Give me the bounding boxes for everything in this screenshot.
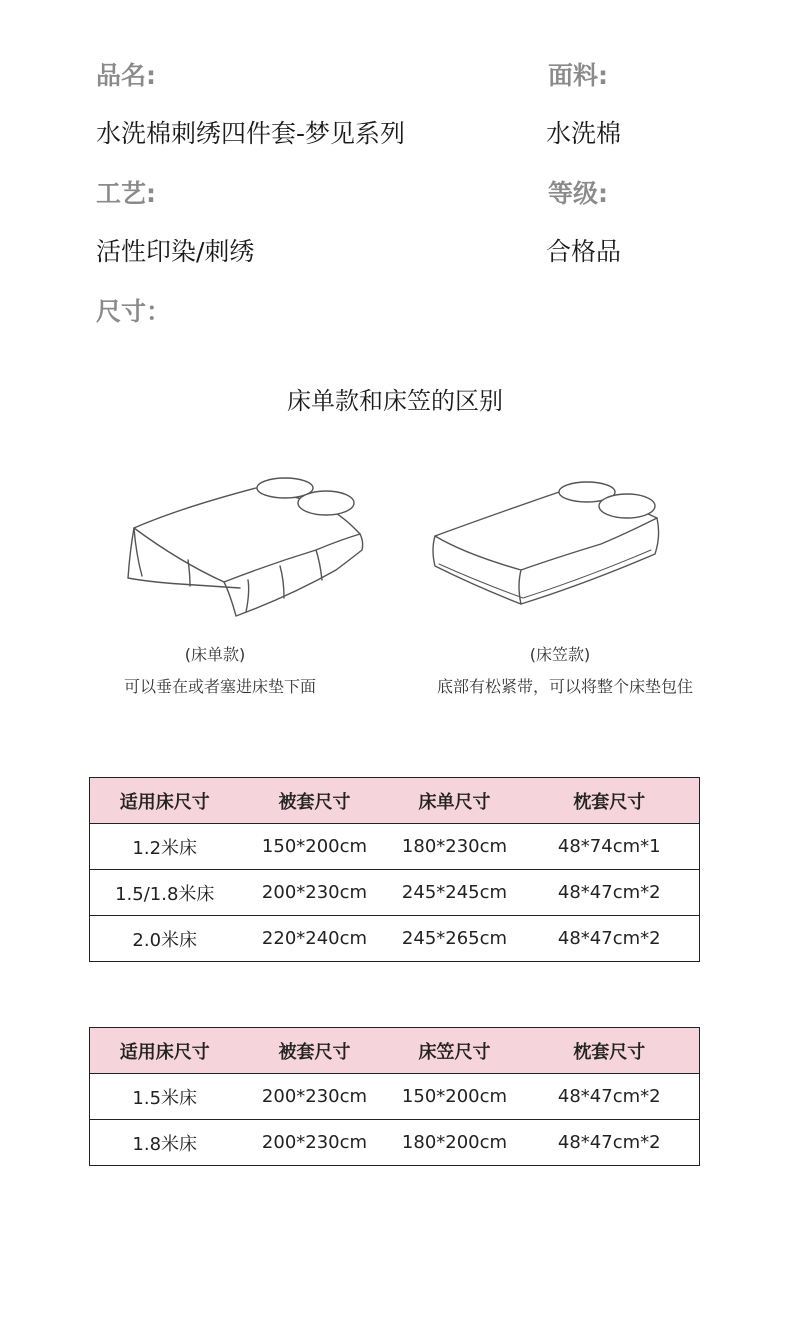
size-label: 尺寸： <box>96 297 172 326</box>
table-row <box>90 870 700 916</box>
table-header-row <box>90 778 700 824</box>
comparison-title: 床单款和床笠的区别 <box>287 387 503 415</box>
table-cell: 2.0米床 <box>90 916 240 962</box>
fitted-sheet-name: (床笠款) <box>529 645 591 664</box>
craft-value: 活性印染/刺绣 <box>96 237 255 266</box>
header-pillowcase-size: 枕套尺寸 <box>520 1028 700 1074</box>
table-cell: 200*230cm <box>240 870 390 916</box>
header-pillowcase-size: 枕套尺寸 <box>520 778 700 824</box>
table-cell: 180*230cm <box>390 824 520 870</box>
table-cell: 48*47cm*2 <box>520 916 700 962</box>
header-duvet-size: 被套尺寸 <box>240 1028 390 1074</box>
fitted-sheet-size-table <box>89 1027 700 1166</box>
table-cell: 200*230cm <box>240 1074 390 1120</box>
table-cell: 245*245cm <box>390 870 520 916</box>
header-bed-size: 适用床尺寸 <box>90 1028 240 1074</box>
table-row <box>90 1074 700 1120</box>
table-cell: 220*240cm <box>240 916 390 962</box>
table-cell: 150*200cm <box>390 1074 520 1120</box>
flat-sheet-bed-illustration <box>120 470 380 620</box>
table-cell: 48*74cm*1 <box>520 824 700 870</box>
fabric-label: 面料: <box>548 61 608 90</box>
product-name-value: 水洗棉刺绣四件套-梦见系列 <box>96 119 406 148</box>
table-row <box>90 824 700 870</box>
table-cell: 48*47cm*2 <box>520 1120 700 1166</box>
fabric-value: 水洗棉 <box>546 119 622 148</box>
table-cell: 1.5/1.8米床 <box>90 870 240 916</box>
table-cell: 150*200cm <box>240 824 390 870</box>
table-cell: 200*230cm <box>240 1120 390 1166</box>
grade-label: 等级: <box>548 179 608 208</box>
table-row <box>90 916 700 962</box>
craft-label: 工艺: <box>96 179 156 208</box>
header-fitted-sheet-size: 床笠尺寸 <box>390 1028 520 1074</box>
grade-value: 合格品 <box>546 237 622 266</box>
table-cell: 180*200cm <box>390 1120 520 1166</box>
flat-sheet-description: 可以垂在或者塞进床垫下面 <box>123 677 316 696</box>
header-duvet-size: 被套尺寸 <box>240 778 390 824</box>
table-header-row <box>90 1028 700 1074</box>
flat-sheet-name: (床单款) <box>184 645 246 664</box>
table-row <box>90 1120 700 1166</box>
product-name-label: 品名: <box>96 61 156 90</box>
flat-sheet-size-table <box>89 777 700 962</box>
table-cell: 1.8米床 <box>90 1120 240 1166</box>
fitted-sheet-description: 底部有松紧带，可以将整个床垫包住 <box>436 677 693 696</box>
header-sheet-size: 床单尺寸 <box>390 778 520 824</box>
table-cell: 48*47cm*2 <box>520 870 700 916</box>
table-cell: 1.2米床 <box>90 824 240 870</box>
header-bed-size: 适用床尺寸 <box>90 778 240 824</box>
table-cell: 245*265cm <box>390 916 520 962</box>
table-cell: 48*47cm*2 <box>520 1074 700 1120</box>
table-cell: 1.5米床 <box>90 1074 240 1120</box>
fitted-sheet-bed-illustration <box>425 474 675 614</box>
